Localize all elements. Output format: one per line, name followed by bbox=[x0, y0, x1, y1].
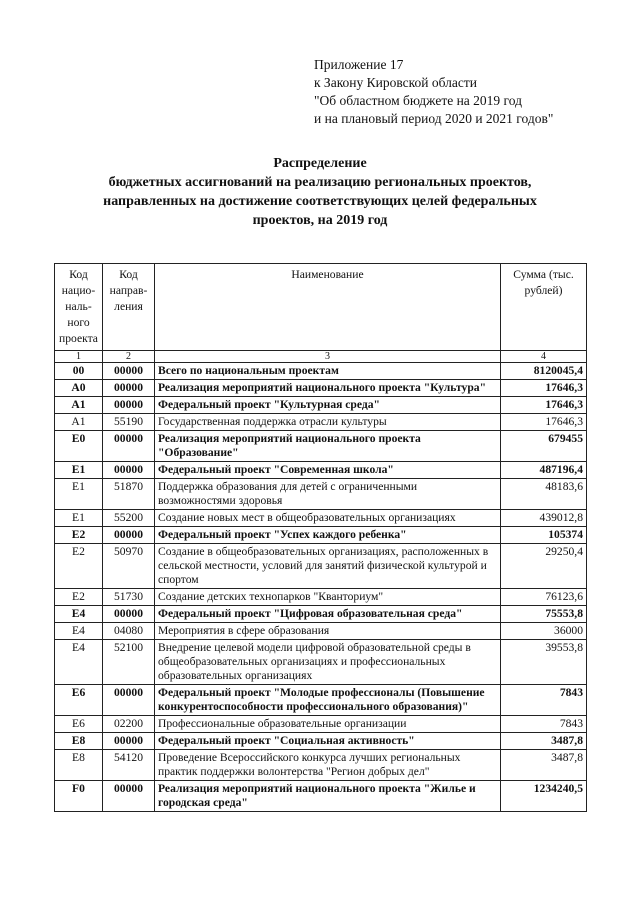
column-number: 2 bbox=[103, 351, 155, 363]
row-name: Реализация мероприятий национального проекта "Образование" bbox=[155, 431, 501, 462]
table-row bbox=[55, 716, 587, 733]
row-sum: 48183,6 bbox=[501, 479, 587, 510]
row-name: Создание новых мест в общеобразовательных организациях bbox=[155, 510, 501, 527]
row-code-national: Е6 bbox=[55, 685, 103, 716]
header-code-national: Код нацио-наль-ного проекта bbox=[55, 264, 103, 351]
table-row bbox=[55, 733, 587, 750]
row-code-direction: 00000 bbox=[103, 606, 155, 623]
table-row bbox=[55, 510, 587, 527]
row-code-direction: 50970 bbox=[103, 544, 155, 589]
row-code-national: Е4 bbox=[55, 640, 103, 685]
table-row bbox=[55, 363, 587, 380]
row-code-direction: 51730 bbox=[103, 589, 155, 606]
title-line: направленных на достижение соответствующих целей федеральных bbox=[103, 194, 537, 209]
row-code-national: Е6 bbox=[55, 716, 103, 733]
row-code-direction: 51870 bbox=[103, 479, 155, 510]
row-code-direction: 00000 bbox=[103, 733, 155, 750]
row-code-national: Е1 bbox=[55, 479, 103, 510]
row-sum: 1234240,5 bbox=[501, 781, 587, 812]
row-code-direction: 00000 bbox=[103, 431, 155, 462]
row-name: Реализация мероприятий национального проекта "Жилье и городская среда" bbox=[155, 781, 501, 812]
row-name: Федеральный проект "Цифровая образовательная среда" bbox=[155, 606, 501, 623]
row-sum: 17646,3 bbox=[501, 414, 587, 431]
row-code-direction: 52100 bbox=[103, 640, 155, 685]
row-code-direction: 00000 bbox=[103, 685, 155, 716]
table-row bbox=[55, 479, 587, 510]
appendix-line: к Закону Кировской области bbox=[314, 75, 478, 90]
row-code-direction: 04080 bbox=[103, 623, 155, 640]
row-sum: 7843 bbox=[501, 716, 587, 733]
row-name: Федеральный проект "Современная школа" bbox=[155, 462, 501, 479]
table-row bbox=[55, 589, 587, 606]
row-name: Создание в общеобразовательных организациях, расположенных в сельской местности, условий для занятий физической культурой и спортом bbox=[155, 544, 501, 589]
appendix-line: Приложение 17 bbox=[314, 57, 404, 72]
appendix-line: "Об областном бюджете на 2019 год bbox=[314, 93, 522, 108]
title-line: бюджетных ассигнований на реализацию региональных проектов, bbox=[108, 175, 532, 190]
row-code-national: Е2 bbox=[55, 589, 103, 606]
table-row bbox=[55, 431, 587, 462]
row-name: Проведение Всероссийского конкурса лучших региональных практик поддержки волонтерства "Регион добрых дел" bbox=[155, 750, 501, 781]
row-sum: 76123,6 bbox=[501, 589, 587, 606]
title-line: Распределение bbox=[273, 156, 367, 171]
table-row bbox=[55, 544, 587, 589]
row-name: Федеральный проект "Социальная активность" bbox=[155, 733, 501, 750]
row-code-national: Е2 bbox=[55, 527, 103, 544]
row-code-national: Е1 bbox=[55, 510, 103, 527]
row-name: Профессиональные образовательные организации bbox=[155, 716, 501, 733]
column-number-row bbox=[55, 351, 587, 363]
row-sum: 17646,3 bbox=[501, 397, 587, 414]
row-code-direction: 00000 bbox=[103, 397, 155, 414]
row-sum: 679455 bbox=[501, 431, 587, 462]
row-code-national: 00 bbox=[55, 363, 103, 380]
row-code-direction: 00000 bbox=[103, 380, 155, 397]
row-sum: 439012,8 bbox=[501, 510, 587, 527]
table-row bbox=[55, 527, 587, 544]
row-code-direction: 55200 bbox=[103, 510, 155, 527]
header-code-direction: Код направ-ления bbox=[103, 264, 155, 351]
header-sum: Сумма (тыс. рублей) bbox=[501, 264, 587, 351]
row-sum: 487196,4 bbox=[501, 462, 587, 479]
row-code-direction: 00000 bbox=[103, 363, 155, 380]
row-code-national: Е8 bbox=[55, 750, 103, 781]
table-header-row bbox=[55, 264, 587, 351]
row-code-national: Е2 bbox=[55, 544, 103, 589]
row-name: Мероприятия в сфере образования bbox=[155, 623, 501, 640]
column-number: 1 bbox=[55, 351, 103, 363]
row-sum: 8120045,4 bbox=[501, 363, 587, 380]
row-sum: 39553,8 bbox=[501, 640, 587, 685]
table-row bbox=[55, 623, 587, 640]
column-number: 3 bbox=[155, 351, 501, 363]
budget-table bbox=[54, 263, 587, 812]
column-number: 4 bbox=[501, 351, 587, 363]
row-code-national: Е8 bbox=[55, 733, 103, 750]
document-title bbox=[60, 154, 580, 230]
row-code-direction: 00000 bbox=[103, 781, 155, 812]
appendix-header bbox=[314, 56, 553, 128]
title-line: проектов, на 2019 год bbox=[252, 213, 388, 228]
row-code-national: А0 bbox=[55, 380, 103, 397]
row-code-direction: 55190 bbox=[103, 414, 155, 431]
row-sum: 17646,3 bbox=[501, 380, 587, 397]
row-name: Поддержка образования для детей с ограниченными возможностями здоровья bbox=[155, 479, 501, 510]
table-row bbox=[55, 462, 587, 479]
row-name: Федеральный проект "Успех каждого ребенка" bbox=[155, 527, 501, 544]
row-sum: 29250,4 bbox=[501, 544, 587, 589]
row-sum: 3487,8 bbox=[501, 733, 587, 750]
row-code-direction: 02200 bbox=[103, 716, 155, 733]
row-sum: 75553,8 bbox=[501, 606, 587, 623]
row-name: Внедрение целевой модели цифровой образовательной среды в общеобразовательных организациях и профессиональных образовательных организациях bbox=[155, 640, 501, 685]
row-name: Создание детских технопарков "Кванториум" bbox=[155, 589, 501, 606]
table-row bbox=[55, 414, 587, 431]
row-sum: 36000 bbox=[501, 623, 587, 640]
table-row bbox=[55, 380, 587, 397]
row-name: Федеральный проект "Культурная среда" bbox=[155, 397, 501, 414]
header-name: Наименование bbox=[155, 264, 501, 351]
row-code-national: Е1 bbox=[55, 462, 103, 479]
row-code-national: А1 bbox=[55, 414, 103, 431]
table-row bbox=[55, 606, 587, 623]
row-code-national: А1 bbox=[55, 397, 103, 414]
table-row bbox=[55, 781, 587, 812]
row-sum: 3487,8 bbox=[501, 750, 587, 781]
table-row bbox=[55, 640, 587, 685]
row-code-national: F0 bbox=[55, 781, 103, 812]
table-row bbox=[55, 750, 587, 781]
row-code-national: Е0 bbox=[55, 431, 103, 462]
row-code-national: Е4 bbox=[55, 623, 103, 640]
table-row bbox=[55, 397, 587, 414]
row-name: Государственная поддержка отрасли культуры bbox=[155, 414, 501, 431]
row-sum: 105374 bbox=[501, 527, 587, 544]
row-code-national: Е4 bbox=[55, 606, 103, 623]
row-name: Реализация мероприятий национального проекта "Культура" bbox=[155, 380, 501, 397]
table-row bbox=[55, 685, 587, 716]
row-name: Всего по национальным проектам bbox=[155, 363, 501, 380]
row-sum: 7843 bbox=[501, 685, 587, 716]
row-code-direction: 54120 bbox=[103, 750, 155, 781]
row-code-direction: 00000 bbox=[103, 527, 155, 544]
appendix-line: и на плановый период 2020 и 2021 годов" bbox=[314, 111, 554, 126]
row-name: Федеральный проект "Молодые профессионалы (Повышение конкурентоспособности профессионального образования)" bbox=[155, 685, 501, 716]
row-code-direction: 00000 bbox=[103, 462, 155, 479]
